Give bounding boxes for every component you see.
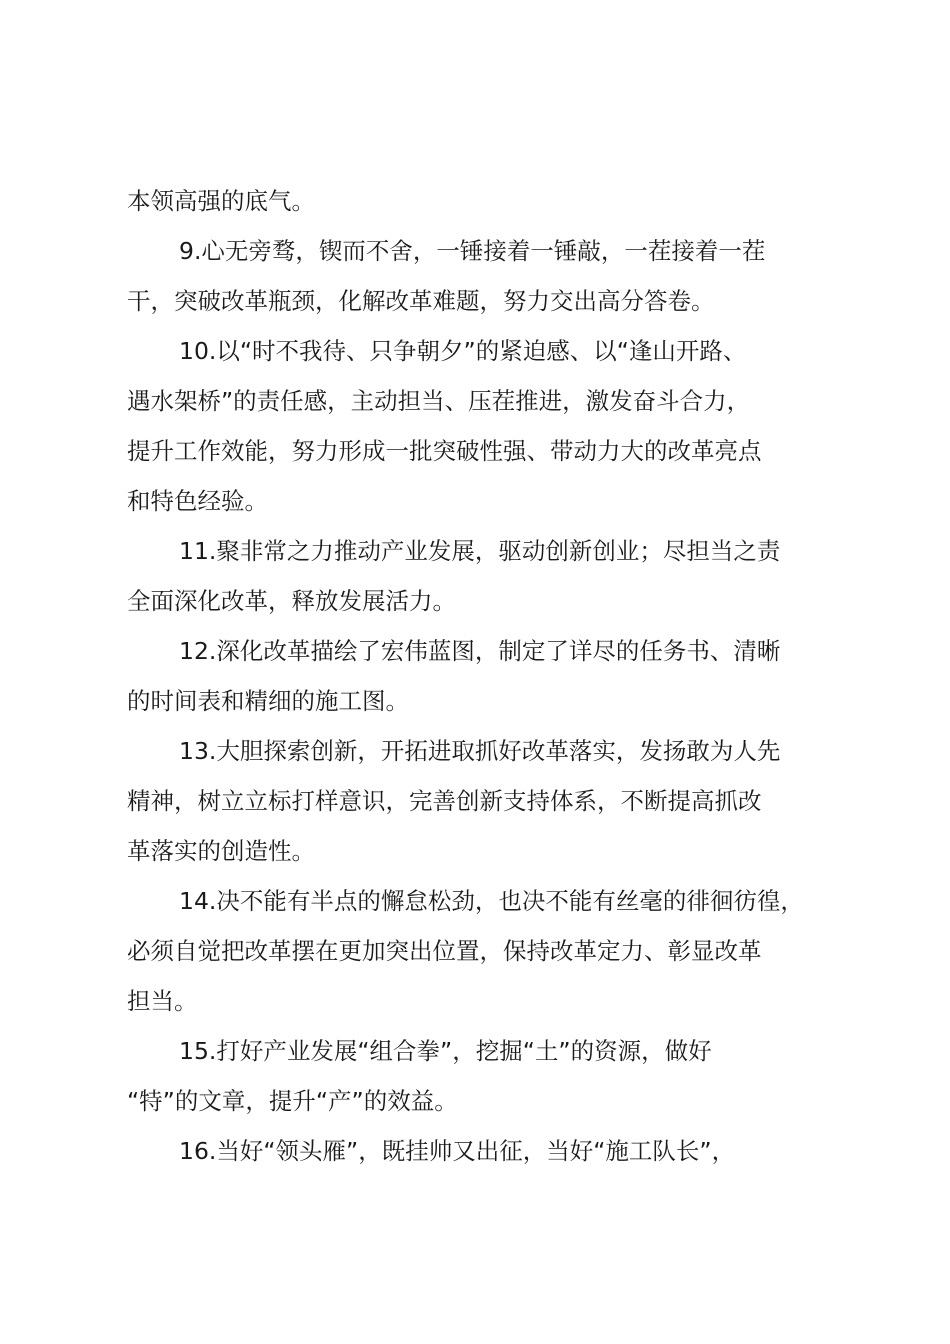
text-line: 12.深化改革描绘了宏伟蓝图，制定了详尽的任务书、清晰 (179, 637, 781, 665)
text-line: 和特色经验。 (127, 487, 268, 515)
text-line: 10.以“时不我待、只争朝夕”的紧迫感、以“逢山开路、 (179, 337, 747, 365)
text-line: 革落实的创造性。 (127, 837, 315, 865)
text-line: 本领高强的底气。 (127, 187, 315, 215)
text-line: 16.当好“领头雁”，既挂帅又出征，当好“施工队长”， (179, 1137, 736, 1165)
text-line: 11.聚非常之力推动产业发展，驱动创新创业；尽担当之责 (179, 537, 781, 565)
text-line: 全面深化改革，释放发展活力。 (127, 587, 456, 615)
text-line: 9.心无旁骛，锲而不舍，一锤接着一锤敲，一茬接着一茬 (179, 237, 766, 265)
text-line: 担当。 (127, 987, 198, 1015)
text-line: 13.大胆探索创新，开拓进取抓好改革落实，发扬敢为人先 (179, 737, 781, 765)
text-line: 精神，树立立标打样意识，完善创新支持体系，不断提高抓改 (127, 787, 762, 815)
text-line: “特”的文章，提升“产”的效益。 (127, 1087, 458, 1115)
text-line: 15.打好产业发展“组合拳”，挖掘“土”的资源，做好 (179, 1037, 712, 1065)
text-line: 必须自觉把改革摆在更加突出位置，保持改革定力、彰显改革 (127, 937, 762, 965)
text-line: 14.决不能有半点的懈怠松劲，也决不能有丝毫的徘徊彷徨， (179, 887, 804, 915)
text-line: 的时间表和精细的施工图。 (127, 687, 409, 715)
text-line: 遇水架桥”的责任感，主动担当、压茬推进，激发奋斗合力， (127, 387, 751, 415)
text-line: 干，突破改革瓶颈，化解改革难题，努力交出高分答卷。 (127, 287, 715, 315)
text-line: 提升工作效能，努力形成一批突破性强、带动力大的改革亮点 (127, 437, 762, 465)
